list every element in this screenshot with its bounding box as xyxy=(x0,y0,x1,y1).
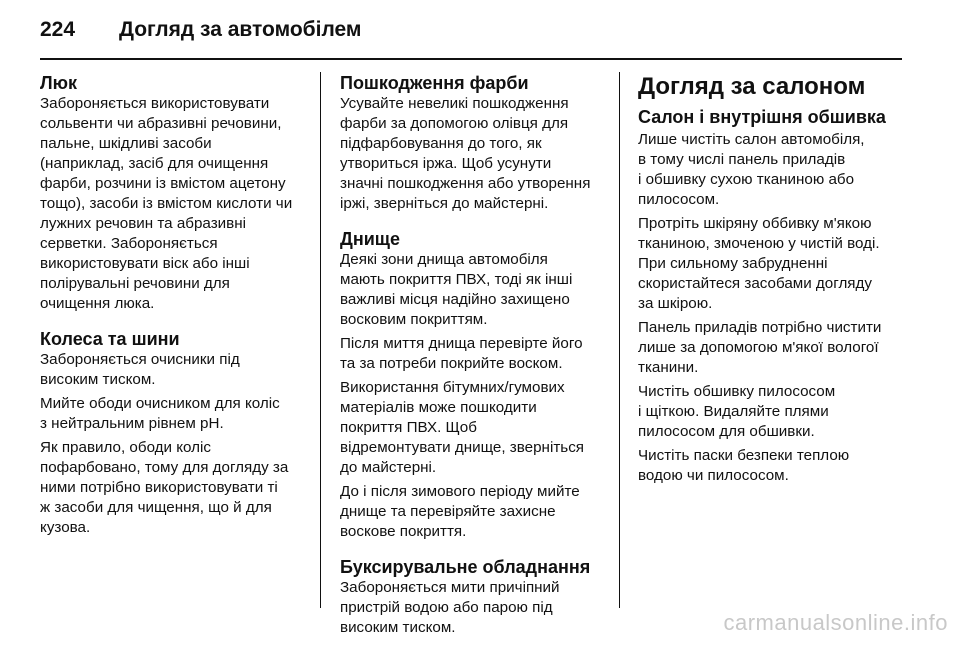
section-underbody xyxy=(340,228,610,542)
paragraph: Панель приладів потрібно чистити лише за допомогою м'якої вологої тканини. xyxy=(638,319,882,376)
paragraph: Усувайте невеликі пошкодження фарби за допомогою олівця для підфарбовування до того, як утвориться іржа. Щоб усунути значні пошкодження або утворення іржі, зверніться до майстерні. xyxy=(340,95,591,212)
section-towing-equipment xyxy=(340,556,610,638)
section-heading: Колеса та шини xyxy=(40,329,180,349)
section-wheels-tyres xyxy=(40,328,308,538)
paragraph: Забороняється використовувати сольвенти чи абразивні речовини, пальне, шкідливі засоби (наприклад, засіб для очищення фарби, розчини із вмістом ацетону тощо), засоби із вмістом кислоти чи лужних речовин та абразивні серветки. Забороняється використовувати віск або інші полірувальні речовини для очищення люка. xyxy=(40,95,293,312)
section-heading: Днище xyxy=(340,229,400,249)
page-number: 224 xyxy=(40,18,76,41)
section-heading: Пошкодження фарби xyxy=(340,73,529,93)
paragraph: Чистіть паски безпеки теплою водою чи пилососом. xyxy=(638,447,850,484)
section-sunroof xyxy=(40,72,308,314)
paragraph: Лише чистіть салон автомобіля, в тому числі панель приладів і обшивку сухою тканиною або пилососом. xyxy=(638,131,865,208)
paragraph: Забороняється мити причіпний пристрій водою або парою під високим тиском. xyxy=(340,579,560,636)
page-title: Догляд за автомобілем xyxy=(119,18,362,41)
column-2 xyxy=(340,72,610,652)
paragraph: Чистіть обшивку пилососом і щіткою. Видаляйте плями пилососом для обшивки. xyxy=(638,383,836,440)
paragraph: До і після зимового періоду мийте днище та перевіряйте захисне воскове покриття. xyxy=(340,483,580,540)
section-interior-upholstery xyxy=(638,106,908,486)
paragraph: Деякі зони днища автомобіля мають покриття ПВХ, тоді як інші важливі місця надійно захищено восковим покриттям. xyxy=(340,251,573,328)
column-divider-1 xyxy=(320,72,321,608)
paragraph: Мийте ободи очисником для коліс з нейтральним рівнем pH. xyxy=(40,395,280,432)
paragraph: Використання бітумних/гумових матеріалів може пошкодити покриття ПВХ. Щоб відремонтувати днище, зверніться до майстерні. xyxy=(340,379,585,476)
section-heading: Люк xyxy=(40,73,78,93)
watermark: carmanualsonline.info xyxy=(723,610,948,635)
paragraph: Забороняється очисники під високим тиском. xyxy=(40,351,240,388)
column-divider-2 xyxy=(619,72,620,608)
paragraph: Як правило, ободи коліс пофарбовано, тому для догляду за ними потрібно використовувати ті ж засоби для чищення, що й для кузова. xyxy=(40,439,289,536)
chapter-title: Догляд за салоном xyxy=(638,73,866,100)
section-heading: Салон і внутрішня обшивка xyxy=(638,107,886,127)
column-3 xyxy=(638,72,908,500)
section-heading: Буксирувальне обладнання xyxy=(340,557,591,577)
column-1 xyxy=(40,72,308,552)
page-header xyxy=(40,15,920,45)
section-paint-damage xyxy=(340,72,610,214)
header-rule xyxy=(40,58,902,60)
paragraph: Після миття днища перевірте його та за потреби покрийте воском. xyxy=(340,335,583,372)
paragraph: Протріть шкіряну оббивку м'якою тканиною, змоченою у чистій воді. При сильному забрудненні скористайтеся засобами догляду за шкірою. xyxy=(638,215,880,312)
